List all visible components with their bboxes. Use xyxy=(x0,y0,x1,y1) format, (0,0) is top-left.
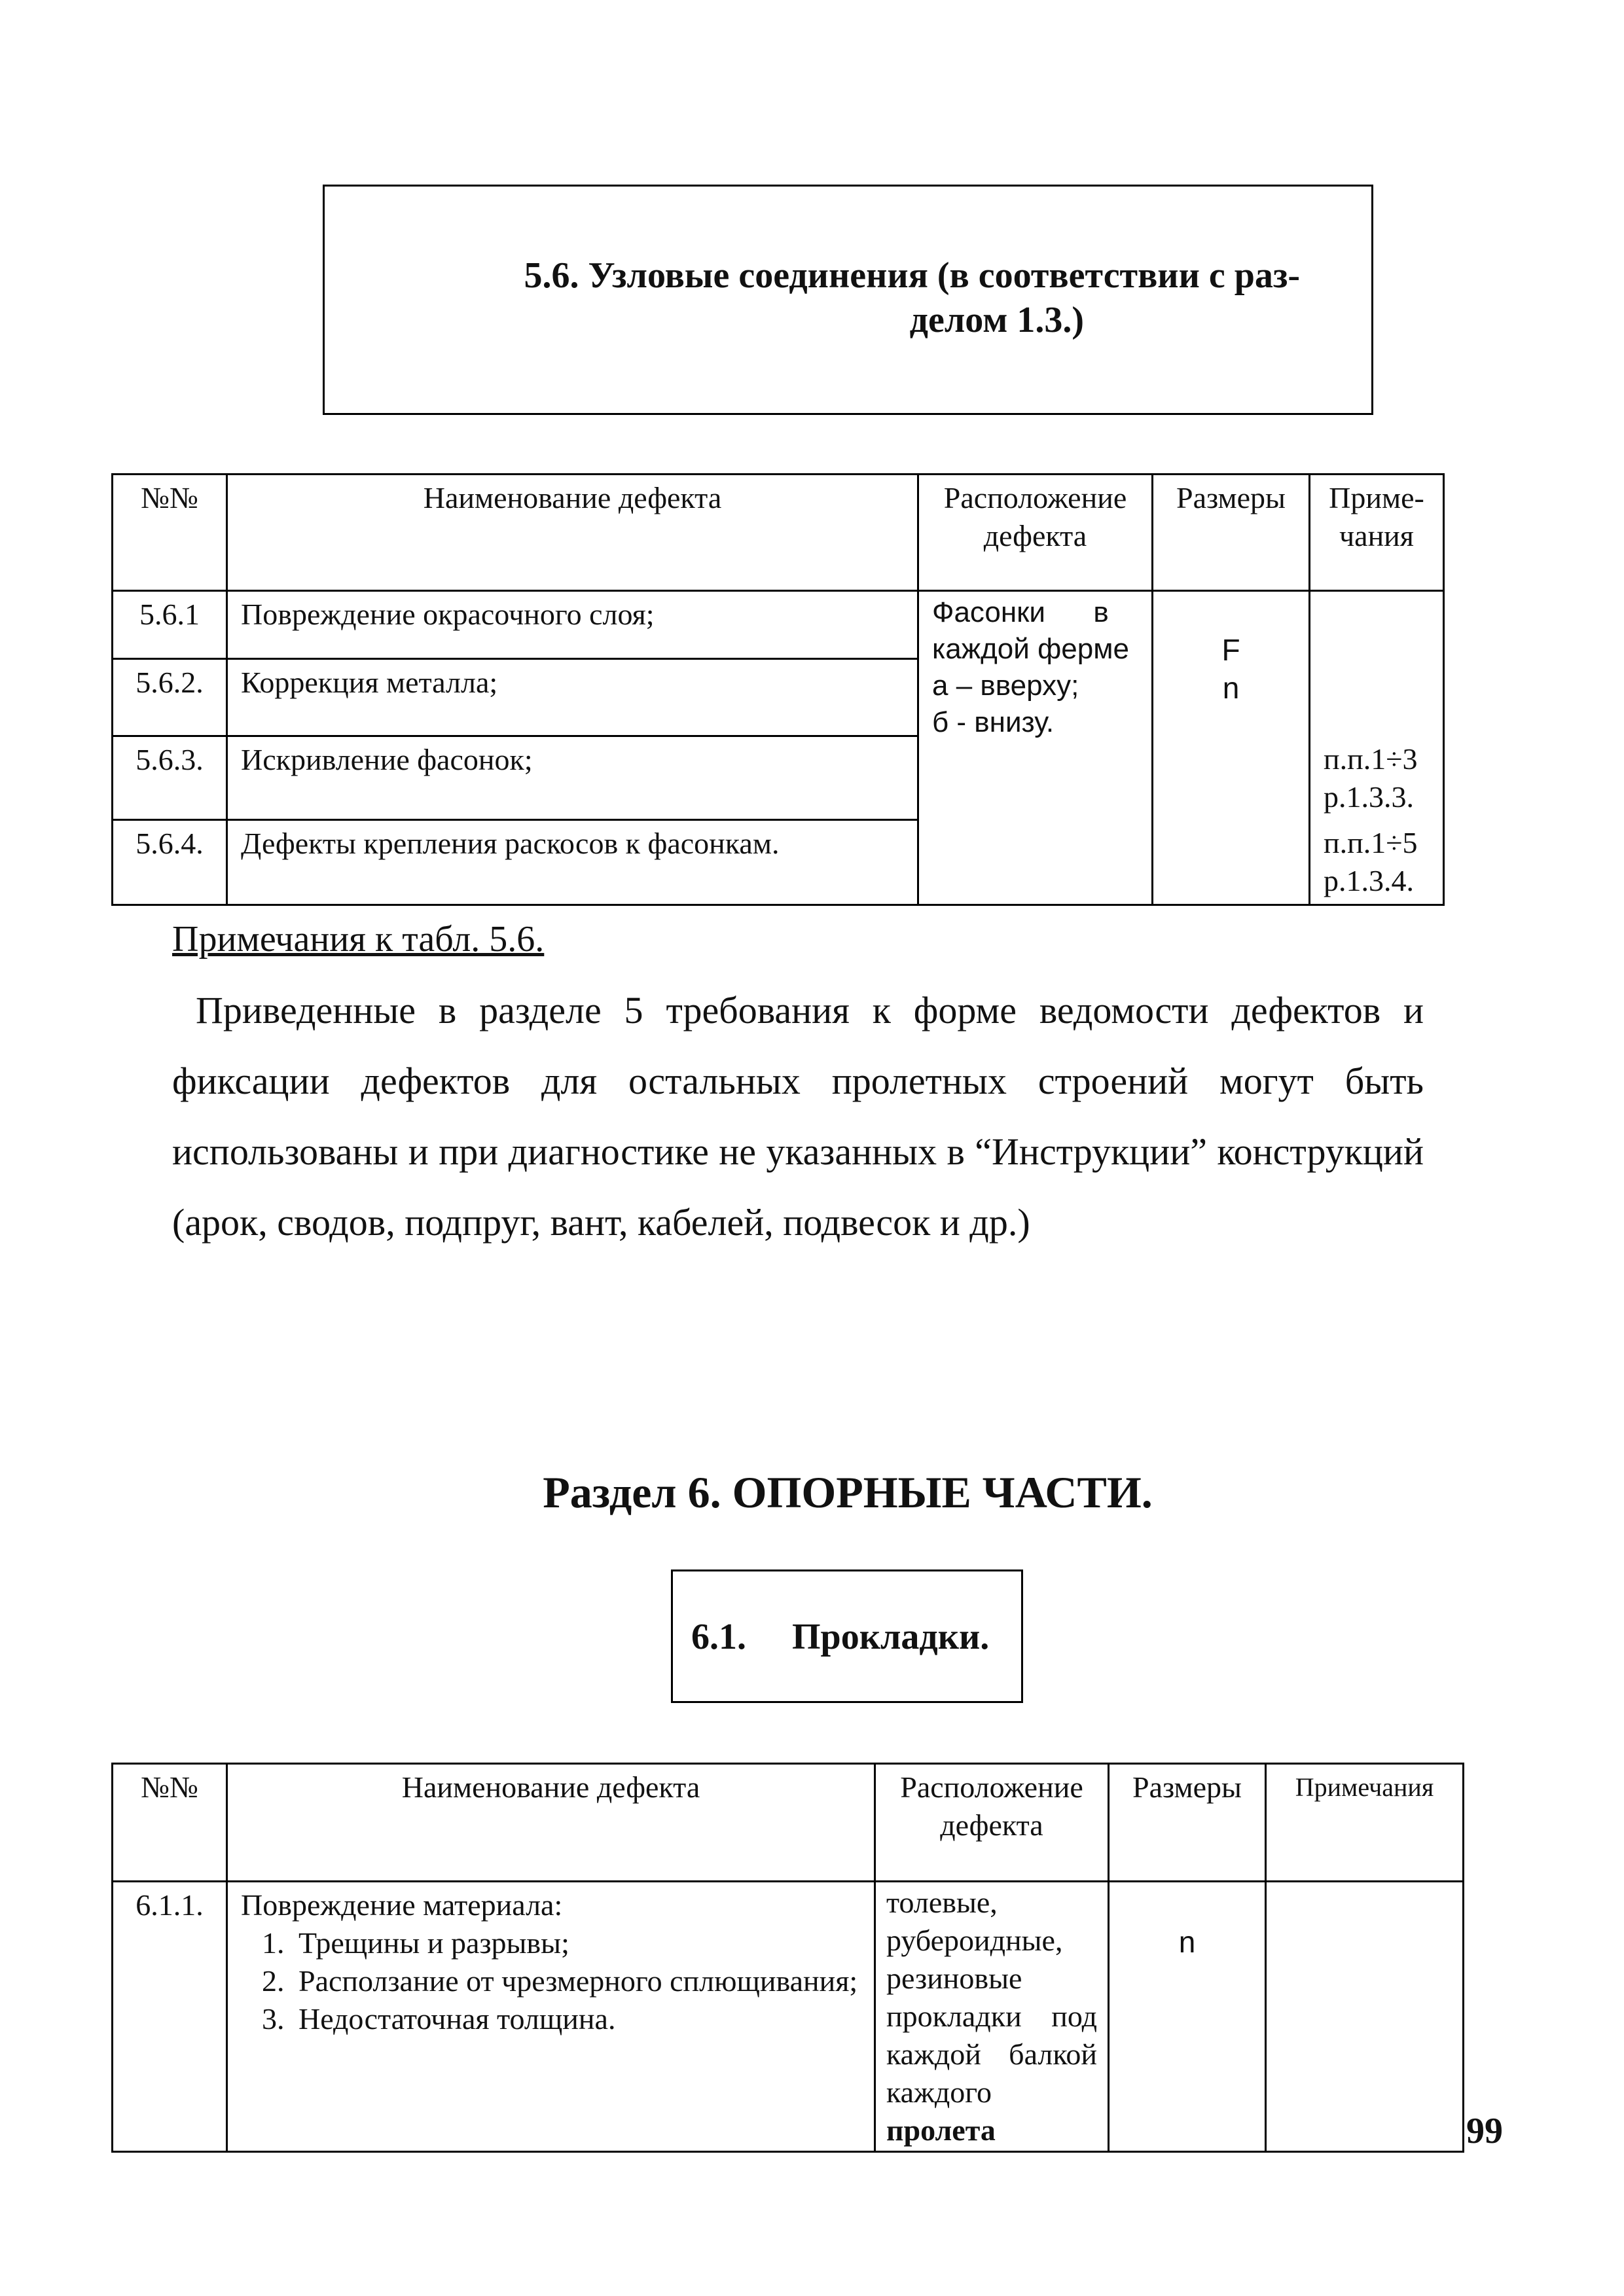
row-notes-cell: п.п.1÷5 р.1.3.4. xyxy=(1310,820,1444,905)
row-defect-name-cell xyxy=(227,1882,875,2152)
row-defect-name: Повреждение окрасочного слоя; xyxy=(227,591,918,659)
list-item: 3. Недостаточная толщина. xyxy=(292,2000,861,2038)
list-item: 2. Расползание от чрезмерного сплющивания; xyxy=(292,1962,861,2000)
page-number: 99 xyxy=(1466,2111,1503,2151)
section-5-6-heading-box xyxy=(323,185,1373,415)
row-notes-cell xyxy=(1310,659,1444,736)
header-notes: Примечания xyxy=(1266,1764,1464,1882)
header-defect-name: Наименование дефекта xyxy=(227,1764,875,1882)
row-num: 5.6.2. xyxy=(113,659,227,736)
section-5-6-heading xyxy=(325,253,1300,342)
sizes-line: n xyxy=(1222,671,1240,705)
header-location: Расположение дефекта xyxy=(875,1764,1109,1882)
table-row xyxy=(113,1882,1464,2152)
section-6-1-heading-box xyxy=(671,1570,1023,1703)
header-sizes: Размеры xyxy=(1109,1764,1266,1882)
table-row xyxy=(113,591,1444,659)
header-num: №№ xyxy=(113,1764,227,1882)
row-location-cell xyxy=(918,591,1153,905)
location-line: Фасонки в xyxy=(932,596,1109,628)
section-5-6-heading-line2: делом 1.3.) xyxy=(909,300,1084,340)
header-defect-name: Наименование дефекта xyxy=(227,475,918,591)
table-header-row xyxy=(113,475,1444,591)
header-sizes: Размеры xyxy=(1153,475,1310,591)
section-5-6-heading-line1: 5.6. Узловые соединения (в соответствии с раз- xyxy=(524,255,1300,296)
row-sizes: n xyxy=(1109,1882,1266,2152)
row-defect-name: Повреждение материала: xyxy=(241,1888,563,1922)
sizes-line: F xyxy=(1221,633,1240,667)
section-6-title: Раздел 6. ОПОРНЫЕ ЧАСТИ. xyxy=(543,1467,1153,1517)
row-notes-cell: п.п.1÷3 р.1.3.3. xyxy=(1310,736,1444,820)
table-6-1 xyxy=(111,1763,1464,2153)
row-defect-name: Коррекция металла; xyxy=(227,659,918,736)
location-line: б - внизу. xyxy=(932,706,1055,738)
header-notes: Приме-чания xyxy=(1310,475,1444,591)
row-num: 6.1.1. xyxy=(113,1882,227,2152)
row-defect-name: Дефекты крепления раскосов к фасонкам. xyxy=(227,820,918,905)
header-location: Расположение дефекта xyxy=(918,475,1153,591)
location-text: толевые, рубероидные, резиновые прокладки под каждой балкой каждого xyxy=(886,1886,1097,2109)
list-item: 1. Трещины и разрывы; xyxy=(292,1924,861,1962)
row-notes-cell xyxy=(1310,591,1444,659)
table-5-6 xyxy=(111,473,1445,906)
notes-paragraph: Приведенные в разделе 5 требования к форме ведомости дефектов и фиксации дефектов для остальных пролетных строений могут быть использованы и при диагностике не указанных в “Инструкции” конструкций (арок, сводов, подпруг, вант, кабелей, подвесок и др.) xyxy=(172,989,1424,1244)
row-location-cell xyxy=(875,1882,1109,2152)
row-sizes-cell xyxy=(1153,591,1310,905)
location-bold: пролета xyxy=(886,2113,996,2147)
section-6-1-heading: 6.1. Прокладки. xyxy=(691,1617,990,1657)
location-line: каждой ферме xyxy=(932,633,1129,665)
header-num: №№ xyxy=(113,475,227,591)
row-notes xyxy=(1266,1882,1464,2152)
row-num: 5.6.3. xyxy=(113,736,227,820)
notes-title: Примечания к табл. 5.6. xyxy=(172,919,545,960)
row-num: 5.6.4. xyxy=(113,820,227,905)
table-header-row xyxy=(113,1764,1464,1882)
defect-list xyxy=(241,1924,861,2038)
location-line: а – вверху; xyxy=(932,670,1079,702)
row-defect-name: Искривление фасонок; xyxy=(227,736,918,820)
row-num: 5.6.1 xyxy=(113,591,227,659)
